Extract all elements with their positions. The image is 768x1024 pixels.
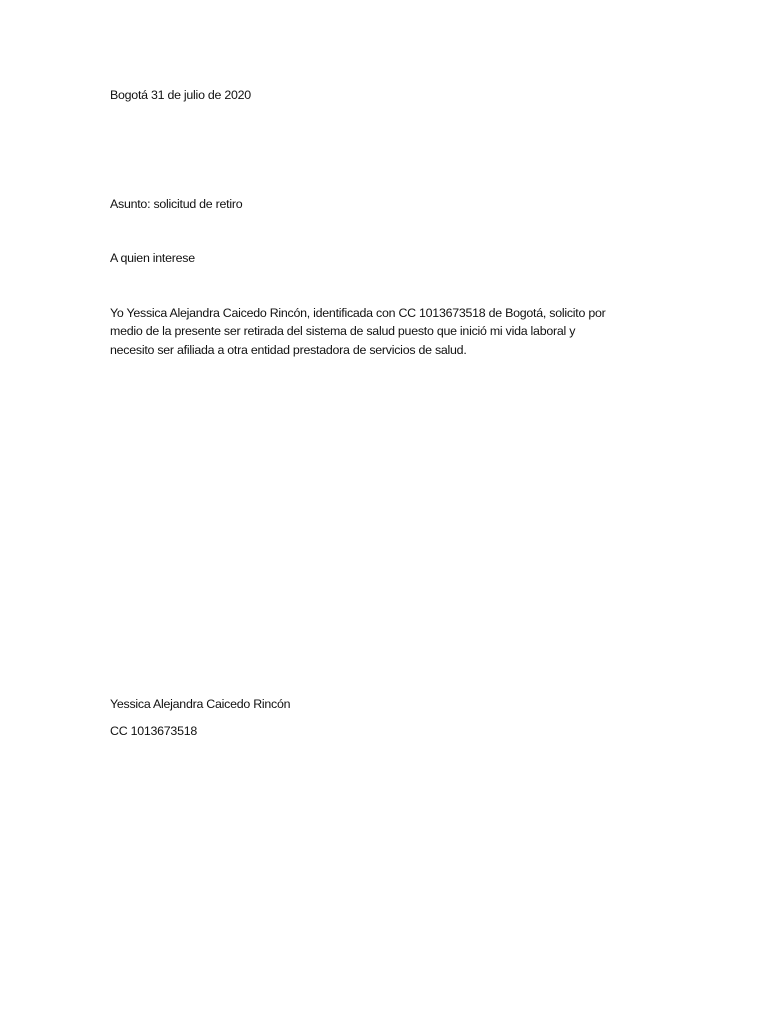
greeting: A quien interese <box>110 251 195 265</box>
date-line: Bogotá 31 de julio de 2020 <box>110 88 251 102</box>
signature-id: CC 1013673518 <box>110 724 197 738</box>
body-line: necesito ser afiliada a otra entidad prestadora de servicios de salud. <box>110 343 467 357</box>
subject-line: Asunto: solicitud de retiro <box>110 197 243 211</box>
body-line: Yo Yessica Alejandra Caicedo Rincón, identificada con CC 1013673518 de Bogotá, solicito por <box>110 306 606 320</box>
signature-name: Yessica Alejandra Caicedo Rincón <box>110 697 291 711</box>
body-line: medio de la presente ser retirada del sistema de salud puesto que inició mi vida laboral y <box>110 324 576 338</box>
